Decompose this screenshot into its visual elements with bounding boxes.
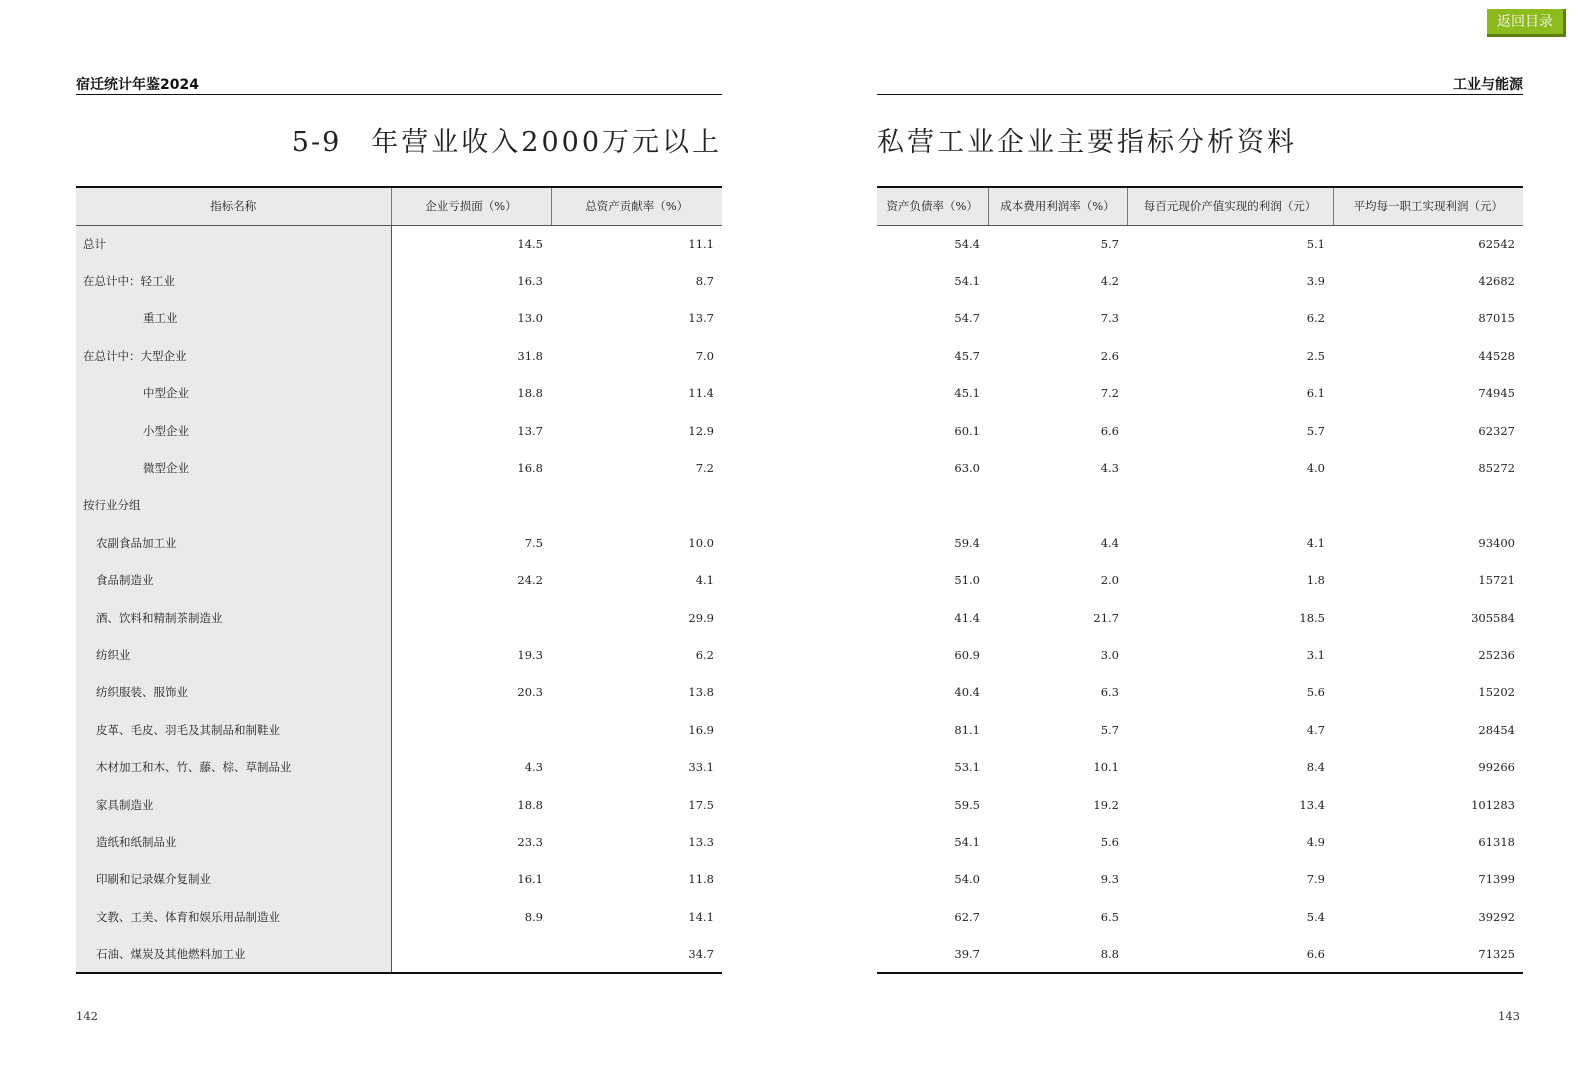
profit-per-100-cell (1127, 487, 1333, 524)
row-name-cell: 总计 (76, 225, 391, 262)
table-row (877, 786, 1523, 823)
running-head-right: 工业与能源 (877, 74, 1523, 95)
table-row (877, 524, 1523, 561)
table-row (877, 599, 1523, 636)
row-name-cell: 家具制造业 (76, 786, 391, 823)
table-row (877, 674, 1523, 711)
table-row (76, 861, 722, 898)
table-row (877, 636, 1523, 673)
back-to-contents-button[interactable]: 返回目录 (1487, 9, 1566, 37)
loss-cell: 4.3 (524, 760, 543, 775)
profit-per-worker-cell: 62327 (1478, 423, 1515, 438)
profit-per-worker-cell: 305584 (1471, 610, 1515, 625)
profit-per-100-cell: 4.1 (1306, 535, 1325, 550)
table-row (76, 562, 722, 599)
table-row (877, 300, 1523, 337)
profit-per-worker-cell: 101283 (1471, 797, 1515, 812)
asset-contrib-cell: 4.1 (695, 573, 714, 588)
table-row (76, 674, 722, 711)
table-row (76, 823, 722, 860)
cost-profit-cell: 6.5 (1100, 909, 1119, 924)
cost-profit-cell: 7.3 (1100, 311, 1119, 326)
profit-per-worker-cell: 74945 (1478, 386, 1515, 401)
row-name-cell: 重工业 (76, 300, 391, 337)
cost-profit-cell (988, 487, 1127, 524)
profit-per-100-cell: 6.6 (1127, 935, 1333, 972)
table-row (877, 711, 1523, 748)
profit-per-worker-cell: 15721 (1478, 573, 1515, 588)
profit-per-100-cell: 1.8 (1306, 573, 1325, 588)
table-row (76, 337, 722, 374)
table-row (76, 449, 722, 486)
debt-ratio-cell: 54.7 (954, 311, 980, 326)
table-row (877, 412, 1523, 449)
table-title-right: 私营工业企业主要指标分析资料 (877, 127, 1297, 158)
loss-cell: 13.0 (517, 311, 543, 326)
loss-cell: 24.2 (517, 573, 543, 588)
table-row (877, 861, 1523, 898)
row-name-cell: 农副食品加工业 (76, 524, 391, 561)
row-name-cell: 文教、工美、体育和娱乐用品制造业 (76, 898, 391, 935)
col-header-profit-per-100: 每百元现价产值实现的利润（元） (1127, 187, 1333, 225)
loss-cell (391, 599, 551, 636)
cost-profit-cell: 5.7 (1100, 722, 1119, 737)
cost-profit-cell: 2.6 (1100, 348, 1119, 363)
loss-cell: 31.8 (517, 348, 543, 363)
profit-per-100-cell: 4.0 (1306, 461, 1325, 476)
profit-per-100-cell: 3.1 (1306, 647, 1325, 662)
row-name-cell: 印刷和记录媒介复制业 (76, 861, 391, 898)
profit-per-worker-cell: 42682 (1478, 274, 1515, 289)
debt-ratio-cell: 54.0 (954, 872, 980, 887)
cost-profit-cell: 8.8 (988, 935, 1127, 972)
row-name-cell: 石油、煤炭及其他燃料加工业 (76, 935, 391, 972)
asset-contrib-cell: 8.7 (695, 274, 714, 289)
table-row (877, 898, 1523, 935)
cost-profit-cell: 21.7 (1093, 610, 1119, 625)
loss-cell: 7.5 (524, 535, 543, 550)
table-row (76, 599, 722, 636)
profit-per-100-cell: 2.5 (1306, 348, 1325, 363)
table-row (76, 898, 722, 935)
debt-ratio-cell: 63.0 (954, 461, 980, 476)
debt-ratio-cell: 54.1 (954, 274, 980, 289)
table-row (76, 225, 722, 262)
page-number-left: 142 (76, 1009, 98, 1023)
debt-ratio-cell: 40.4 (954, 685, 980, 700)
profit-per-100-cell: 13.4 (1299, 797, 1325, 812)
data-table-left (76, 186, 722, 974)
debt-ratio-cell: 62.7 (954, 909, 980, 924)
asset-contrib-cell: 7.0 (695, 348, 714, 363)
row-name-cell: 中型企业 (76, 375, 391, 412)
row-name-cell: 微型企业 (76, 449, 391, 486)
table-row (877, 262, 1523, 299)
loss-cell (391, 487, 551, 524)
profit-per-100-cell: 5.7 (1306, 423, 1325, 438)
row-name-cell: 在总计中：轻工业 (76, 262, 391, 299)
asset-contrib-cell: 29.9 (688, 610, 714, 625)
profit-per-worker-cell: 61318 (1478, 834, 1515, 849)
asset-contrib-cell: 13.7 (688, 311, 714, 326)
loss-cell: 18.8 (517, 797, 543, 812)
cost-profit-cell: 9.3 (1100, 872, 1119, 887)
asset-contrib-cell: 13.8 (688, 685, 714, 700)
col-header-profit-per-worker: 平均每一职工实现利润（元） (1333, 187, 1523, 225)
table-row (877, 562, 1523, 599)
col-header-loss: 企业亏损面（%） (391, 187, 551, 225)
col-header-name: 指标名称 (76, 187, 391, 225)
row-name-cell: 酒、饮料和精制茶制造业 (76, 599, 391, 636)
asset-contrib-cell: 33.1 (688, 760, 714, 775)
profit-per-100-cell: 5.1 (1306, 236, 1325, 251)
profit-per-worker-cell: 28454 (1478, 722, 1515, 737)
cost-profit-cell: 6.3 (1100, 685, 1119, 700)
profit-per-worker-cell: 62542 (1478, 236, 1515, 251)
debt-ratio-cell: 81.1 (954, 722, 980, 737)
loss-cell: 20.3 (517, 685, 543, 700)
profit-per-worker-cell: 44528 (1478, 348, 1515, 363)
row-name-cell: 在总计中：大型企业 (76, 337, 391, 374)
table-row (76, 487, 722, 524)
table-row (76, 711, 722, 748)
asset-contrib-cell: 17.5 (688, 797, 714, 812)
loss-cell: 13.7 (517, 423, 543, 438)
table-row (877, 375, 1523, 412)
row-name-cell: 纺织服装、服饰业 (76, 674, 391, 711)
loss-cell (391, 711, 551, 748)
cost-profit-cell: 4.4 (1100, 535, 1119, 550)
asset-contrib-cell: 6.2 (695, 647, 714, 662)
profit-per-100-cell: 5.6 (1306, 685, 1325, 700)
table-row (76, 524, 722, 561)
debt-ratio-cell: 45.7 (954, 348, 980, 363)
cost-profit-cell: 4.3 (1100, 461, 1119, 476)
profit-per-100-cell: 6.2 (1306, 311, 1325, 326)
debt-ratio-cell: 54.1 (954, 834, 980, 849)
row-name-cell: 木材加工和木、竹、藤、棕、草制品业 (76, 748, 391, 785)
profit-per-worker-cell: 87015 (1478, 311, 1515, 326)
cost-profit-cell: 7.2 (1100, 386, 1119, 401)
profit-per-worker-cell: 99266 (1478, 760, 1515, 775)
asset-contrib-cell: 11.4 (688, 386, 714, 401)
loss-cell: 23.3 (517, 834, 543, 849)
profit-per-worker-cell: 71399 (1478, 872, 1515, 887)
profit-per-worker-cell: 25236 (1478, 647, 1515, 662)
debt-ratio-cell: 59.4 (954, 535, 980, 550)
loss-cell: 18.8 (517, 386, 543, 401)
table-row (76, 262, 722, 299)
loss-cell: 16.8 (517, 461, 543, 476)
table-row (76, 375, 722, 412)
table-number: 5-9 (291, 127, 342, 158)
col-header-cost-profit: 成本费用利润率（%） (988, 187, 1127, 225)
cost-profit-cell: 3.0 (1100, 647, 1119, 662)
table-row (877, 823, 1523, 860)
debt-ratio-cell: 51.0 (954, 573, 980, 588)
table-title-left-text: 年营业收入2000万元以上 (371, 127, 722, 158)
row-name-cell: 纺织业 (76, 636, 391, 673)
row-name-cell: 按行业分组 (76, 487, 391, 524)
debt-ratio-cell: 53.1 (954, 760, 980, 775)
profit-per-100-cell: 18.5 (1299, 610, 1325, 625)
cost-profit-cell: 10.1 (1093, 760, 1119, 775)
table-row (877, 449, 1523, 486)
running-head-left: 宿迁统计年鉴2024 (76, 74, 722, 95)
table-row (877, 935, 1523, 972)
debt-ratio-cell: 60.9 (954, 647, 980, 662)
cost-profit-cell: 19.2 (1093, 797, 1119, 812)
debt-ratio-cell: 45.1 (954, 386, 980, 401)
asset-contrib-cell: 11.8 (688, 872, 714, 887)
table-row (76, 300, 722, 337)
loss-cell (391, 935, 551, 972)
table-title-left (292, 120, 722, 159)
debt-ratio-cell: 41.4 (954, 610, 980, 625)
asset-contrib-cell: 13.3 (688, 834, 714, 849)
col-header-asset-contrib: 总资产贡献率（%） (551, 187, 722, 225)
row-name-cell: 造纸和纸制品业 (76, 823, 391, 860)
col-header-debt-ratio: 资产负债率（%） (877, 187, 988, 225)
table-row (76, 786, 722, 823)
profit-per-100-cell: 5.4 (1306, 909, 1325, 924)
asset-contrib-cell: 34.7 (551, 935, 722, 972)
profit-per-100-cell: 3.9 (1306, 274, 1325, 289)
profit-per-100-cell: 4.9 (1306, 834, 1325, 849)
loss-cell: 19.3 (517, 647, 543, 662)
data-table-right (877, 186, 1523, 974)
profit-per-worker-cell: 85272 (1478, 461, 1515, 476)
loss-cell: 14.5 (517, 236, 543, 251)
debt-ratio-cell: 39.7 (877, 935, 988, 972)
cost-profit-cell: 5.7 (1100, 236, 1119, 251)
profit-per-100-cell: 7.9 (1306, 872, 1325, 887)
asset-contrib-cell: 7.2 (695, 461, 714, 476)
loss-cell: 16.1 (517, 872, 543, 887)
debt-ratio-cell: 59.5 (954, 797, 980, 812)
profit-per-worker-cell: 93400 (1478, 535, 1515, 550)
row-name-cell: 小型企业 (76, 412, 391, 449)
loss-cell: 8.9 (524, 909, 543, 924)
row-name-cell: 皮革、毛皮、羽毛及其制品和制鞋业 (76, 711, 391, 748)
loss-cell: 16.3 (517, 274, 543, 289)
asset-contrib-cell: 10.0 (688, 535, 714, 550)
table-header-row (877, 187, 1523, 225)
profit-per-100-cell: 4.7 (1306, 722, 1325, 737)
cost-profit-cell: 5.6 (1100, 834, 1119, 849)
asset-contrib-cell (551, 487, 722, 524)
profit-per-worker-cell (1333, 487, 1523, 524)
table-row (76, 748, 722, 785)
page-number-right: 143 (1498, 1009, 1520, 1023)
profit-per-worker-cell: 39292 (1478, 909, 1515, 924)
row-name-cell: 食品制造业 (76, 562, 391, 599)
asset-contrib-cell: 16.9 (688, 722, 714, 737)
cost-profit-cell: 6.6 (1100, 423, 1119, 438)
table-row (877, 225, 1523, 262)
table-row (877, 337, 1523, 374)
profit-per-100-cell: 6.1 (1306, 386, 1325, 401)
profit-per-100-cell: 8.4 (1306, 760, 1325, 775)
debt-ratio-cell: 54.4 (954, 236, 980, 251)
profit-per-worker-cell: 71325 (1333, 935, 1523, 972)
cost-profit-cell: 2.0 (1100, 573, 1119, 588)
table-row (76, 636, 722, 673)
table-row (877, 748, 1523, 785)
table-header-row (76, 187, 722, 225)
debt-ratio-cell: 60.1 (954, 423, 980, 438)
asset-contrib-cell: 14.1 (688, 909, 714, 924)
asset-contrib-cell: 11.1 (688, 236, 714, 251)
table-row (76, 935, 722, 972)
cost-profit-cell: 4.2 (1100, 274, 1119, 289)
asset-contrib-cell: 12.9 (688, 423, 714, 438)
debt-ratio-cell (877, 487, 988, 524)
table-row (76, 412, 722, 449)
profit-per-worker-cell: 15202 (1478, 685, 1515, 700)
table-row (877, 487, 1523, 524)
